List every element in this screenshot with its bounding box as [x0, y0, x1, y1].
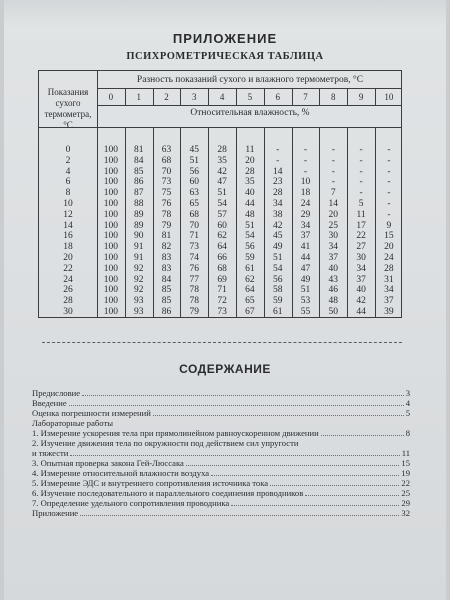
toc-leader-dots: [211, 475, 399, 476]
humidity-cell: 20: [328, 209, 339, 220]
humidity-cell: -: [303, 145, 308, 155]
row-temperature: 30: [63, 307, 73, 317]
column-number: 5: [247, 92, 253, 102]
humidity-cell: 89: [133, 220, 144, 231]
humidity-cell: 49: [300, 274, 311, 285]
toc-item-page: 5: [405, 408, 410, 418]
humidity-cell: -: [303, 155, 308, 166]
humidity-cell: 78: [189, 285, 200, 296]
humidity-cell: -: [387, 177, 391, 188]
humidity-cell: 92: [133, 274, 144, 285]
humidity-cell: 100: [103, 253, 119, 263]
toc-item-text: Введение: [32, 398, 67, 408]
humidity-cell: -: [359, 145, 363, 155]
humidity-cell: 30: [356, 253, 366, 263]
row-temperature: 20: [63, 253, 73, 263]
humidity-cell: 81: [161, 231, 172, 242]
toc-item-text: Оценка погрешности измерений: [32, 408, 151, 418]
humidity-cell: 66: [217, 253, 227, 263]
humidity-cell: 92: [133, 285, 144, 296]
humidity-cell: 100: [103, 231, 119, 242]
humidity-cell: 35: [245, 177, 255, 188]
humidity-cell: 90: [133, 231, 144, 242]
humidity-cell: 29: [300, 209, 311, 220]
humidity-cell: 61: [245, 263, 255, 274]
humidity-cell: 93: [133, 307, 144, 317]
row-temperature: 0: [65, 145, 71, 155]
humidity-cell: 100: [103, 177, 119, 188]
humidity-cell: 79: [189, 307, 200, 317]
humidity-cell: 86: [161, 307, 172, 317]
humidity-cell: 54: [245, 231, 255, 242]
humidity-cell: 28: [384, 263, 394, 274]
humidity-cell: 41: [300, 242, 311, 253]
humidity-cell: 39: [384, 307, 394, 317]
humidity-cell: -: [276, 155, 280, 166]
toc-item: [32, 408, 410, 418]
table-of-contents: [32, 388, 410, 518]
row-temperature: 22: [63, 263, 73, 274]
row-temperature: 26: [63, 285, 73, 296]
humidity-cell: -: [359, 166, 363, 177]
humidity-cell: 50: [328, 307, 339, 317]
column-number: 1: [136, 92, 141, 102]
humidity-cell: 18: [300, 188, 311, 199]
humidity-cell: -: [387, 188, 391, 199]
row-header-line: термометра,: [44, 109, 92, 119]
humidity-cell: 11: [356, 209, 366, 220]
toc-leader-dots: [70, 455, 399, 456]
row-temperature: 14: [63, 220, 73, 231]
humidity-cell: 28: [217, 145, 227, 155]
humidity-cell: 93: [133, 296, 144, 307]
toc-item: [32, 498, 410, 508]
humidity-cell: 100: [103, 242, 119, 253]
humidity-cell: 68: [161, 155, 172, 166]
toc-item-page: 25: [401, 488, 410, 498]
humidity-cell: 54: [217, 199, 227, 209]
column-number: 0: [108, 92, 114, 102]
toc-item: [32, 428, 410, 438]
humidity-cell: 65: [189, 199, 200, 209]
toc-item: [32, 468, 410, 478]
humidity-cell: 79: [161, 220, 172, 231]
humidity-cell: 34: [384, 285, 394, 296]
toc-item: [32, 398, 410, 408]
humidity-cell: 42: [217, 166, 227, 177]
humidity-cell: 42: [356, 296, 366, 307]
row-temperature: 8: [65, 188, 71, 199]
toc-item-text: 1. Измерение ускорения тела при прямолинейном равноускоренном движении: [32, 428, 319, 438]
column-number: 4: [219, 92, 225, 102]
toc-item: [32, 508, 410, 518]
humidity-cell: 51: [217, 188, 227, 199]
humidity-cell: 35: [217, 155, 227, 166]
humidity-cell: 84: [161, 274, 172, 285]
toc-item-page: 11: [401, 448, 410, 458]
humidity-cell: 14: [272, 166, 283, 177]
column-number: 6: [275, 92, 280, 102]
humidity-cell: 88: [133, 199, 144, 209]
humidity-cell: 56: [189, 166, 200, 177]
toc-item-text: Лабораторные работы: [32, 418, 113, 428]
humidity-cell: 72: [217, 296, 227, 307]
humidity-cell: 100: [103, 199, 119, 209]
humidity-cell: 77: [189, 274, 200, 285]
humidity-cell: 11: [245, 145, 255, 155]
toc-leader-dots: [305, 495, 399, 496]
humidity-cell: 24: [300, 199, 311, 209]
humidity-cell: 7: [330, 188, 336, 199]
humidity-cell: 62: [245, 274, 255, 285]
humidity-cell: 85: [161, 296, 172, 307]
toc-item-text: 3. Опытная проверка закона Гей-Люссака: [32, 458, 184, 468]
humidity-cell: 37: [356, 274, 366, 285]
section-divider: [42, 342, 402, 343]
row-temperature: 24: [63, 274, 73, 285]
row-header-line: °С: [63, 120, 73, 130]
column-number: 10: [384, 92, 394, 102]
toc-item-text: 7. Определение удельного сопротивления проводника: [32, 498, 230, 508]
humidity-cell: 40: [356, 285, 366, 296]
row-header-line: сухого: [55, 98, 81, 108]
toc-item-page: 3: [405, 388, 410, 398]
humidity-cell: 58: [272, 285, 283, 296]
humidity-cell: 17: [356, 220, 366, 231]
humidity-cell: 100: [103, 220, 119, 231]
humidity-cell: 86: [133, 177, 144, 188]
toc-item-page: 32: [401, 508, 410, 518]
humidity-cell: 56: [272, 274, 283, 285]
humidity-cell: 85: [161, 285, 172, 296]
humidity-cell: 37: [328, 253, 339, 263]
humidity-cell: 51: [245, 220, 255, 231]
humidity-cell: 42: [272, 220, 283, 231]
appendix-title: ПРИЛОЖЕНИЕ: [172, 31, 278, 46]
humidity-cell: 70: [189, 220, 200, 231]
row-temperature: 6: [65, 177, 71, 188]
humidity-cell: 37: [384, 296, 394, 307]
humidity-cell: 83: [161, 253, 172, 263]
humidity-cell: 20: [245, 155, 255, 166]
humidity-cell: 60: [217, 220, 227, 231]
humidity-cell: 100: [103, 188, 119, 199]
humidity-cell: 100: [103, 155, 119, 166]
toc-leader-dots: [80, 515, 399, 516]
humidity-cell: -: [387, 199, 391, 209]
humidity-cell: 15: [384, 231, 394, 242]
humidity-cell: 55: [300, 307, 311, 317]
grid-line: [97, 88, 401, 89]
humidity-cell: 53: [300, 296, 311, 307]
humidity-cell: 60: [189, 177, 200, 188]
humidity-cell: 71: [189, 231, 200, 242]
row-temperature: 2: [65, 155, 71, 166]
humidity-cell: 100: [103, 296, 119, 307]
toc-leader-dots: [153, 415, 404, 416]
humidity-cell: 67: [245, 307, 255, 317]
toc-item-text: Предисловие: [32, 388, 81, 398]
humidity-cell: 31: [384, 274, 394, 285]
column-number: 9: [358, 92, 364, 102]
humidity-cell: 28: [245, 166, 255, 177]
toc-item-text: и тяжести: [32, 448, 69, 458]
humidity-cell: 62: [217, 231, 227, 242]
humidity-cell: 64: [245, 285, 255, 296]
humidity-cell: 61: [272, 307, 283, 317]
humidity-cell: 25: [328, 220, 339, 231]
humidity-cell: 56: [245, 242, 255, 253]
humidity-cell: -: [331, 145, 335, 155]
humidity-cell: 14: [328, 199, 339, 209]
toc-leader-dots: [69, 405, 404, 406]
toc-item-page: 22: [401, 478, 410, 488]
humidity-cell: 45: [189, 145, 200, 155]
psychrometric-table: [38, 70, 402, 318]
humidity-cell: 89: [133, 209, 144, 220]
humidity-cell: 75: [161, 188, 172, 199]
row-temperature: 4: [65, 166, 71, 177]
toc-leader-dots: [231, 505, 399, 506]
page-top-fold: [4, 0, 446, 26]
humidity-cell: 73: [161, 177, 172, 188]
humidity-cell: 49: [272, 242, 283, 253]
humidity-cell: 74: [189, 253, 200, 263]
toc-item-page: 19: [401, 468, 410, 478]
humidity-cell: 68: [217, 263, 227, 274]
humidity-cell: 100: [103, 274, 119, 285]
humidity-cell: 84: [133, 155, 144, 166]
humidity-cell: -: [359, 155, 363, 166]
humidity-cell: 68: [189, 209, 200, 220]
humidity-cell: 44: [245, 199, 255, 209]
humidity-cell: 100: [103, 145, 119, 155]
humidity-cell: 87: [133, 188, 144, 199]
toc-item-text: 5. Измерение ЭДС и внутреннего сопротивления источника тока: [32, 478, 269, 488]
humidity-cell: 73: [217, 307, 227, 317]
humidity-cell: 38: [272, 209, 283, 220]
humidity-cell: 81: [133, 145, 144, 155]
toc-item: [32, 458, 410, 468]
humidity-cell: 27: [356, 242, 366, 253]
humidity-cell: -: [331, 155, 335, 166]
column-number: 3: [192, 92, 197, 102]
humidity-cell: 92: [133, 263, 144, 274]
humidity-cell: 65: [245, 296, 255, 307]
humidity-cell: 59: [272, 296, 283, 307]
toc-item: [32, 388, 410, 398]
humidity-cell: 100: [103, 307, 119, 317]
humidity-cell: -: [387, 145, 391, 155]
humidity-cell: 71: [217, 285, 227, 296]
humidity-cell: 51: [189, 155, 200, 166]
humidity-cell: -: [387, 166, 391, 177]
column-number: 8: [331, 92, 336, 102]
humidity-cell: 78: [161, 209, 172, 220]
humidity-cell: 57: [217, 209, 227, 220]
humidity-cell: 5: [358, 199, 364, 209]
humidity-cell: -: [303, 166, 308, 177]
humidity-header: Относительная влажность, %: [190, 108, 310, 118]
toc-item-text: 4. Измерение относительной влажности воздуха: [32, 468, 210, 478]
toc-item-page: 4: [405, 398, 410, 408]
humidity-cell: 48: [245, 209, 255, 220]
humidity-cell: 100: [103, 166, 119, 177]
toc-item-text: 6. Изучение последовательного и параллельного соединения проводников: [32, 488, 304, 498]
humidity-cell: 85: [133, 166, 144, 177]
toc-leader-dots: [186, 465, 400, 466]
humidity-cell: 34: [272, 199, 283, 209]
humidity-cell: 83: [161, 263, 172, 274]
toc-item: [32, 478, 410, 488]
humidity-cell: 34: [300, 220, 311, 231]
humidity-cell: 28: [272, 188, 283, 199]
humidity-cell: 64: [217, 242, 227, 253]
humidity-cell: 47: [300, 263, 311, 274]
humidity-cell: 37: [300, 231, 311, 242]
humidity-cell: -: [331, 177, 335, 188]
row-temperature: 12: [63, 209, 73, 220]
toc-item-page: 29: [401, 498, 410, 508]
humidity-cell: 43: [328, 274, 339, 285]
table-title: ПСИХРОМЕТРИЧЕСКАЯ ТАБЛИЦА: [126, 51, 324, 62]
row-temperature: 16: [63, 231, 73, 242]
humidity-cell: 44: [356, 307, 366, 317]
humidity-cell: 45: [272, 231, 283, 242]
toc-item: [32, 438, 410, 448]
contents-title: СОДЕРЖАНИЕ: [179, 362, 271, 376]
humidity-cell: 76: [161, 199, 172, 209]
humidity-cell: 48: [328, 296, 339, 307]
toc-leader-dots: [321, 435, 404, 436]
humidity-cell: 91: [133, 242, 144, 253]
humidity-cell: 23: [272, 177, 283, 188]
humidity-cell: -: [387, 209, 391, 220]
row-header: [39, 87, 97, 131]
humidity-cell: 73: [189, 242, 200, 253]
humidity-cell: 63: [189, 188, 200, 199]
humidity-cell: 70: [161, 166, 172, 177]
humidity-cell: 20: [384, 242, 394, 253]
humidity-cell: -: [276, 145, 280, 155]
toc-item-text: Приложение: [32, 508, 79, 518]
humidity-cell: 100: [103, 263, 119, 274]
humidity-cell: 63: [161, 145, 172, 155]
toc-item-page: 8: [405, 428, 410, 438]
humidity-cell: 51: [272, 253, 283, 263]
row-header-line: Показания: [47, 87, 89, 97]
humidity-cell: 10: [300, 177, 311, 188]
humidity-cell: 47: [217, 177, 227, 188]
grid-line: [97, 105, 401, 106]
toc-item: [32, 418, 410, 428]
humidity-cell: 69: [217, 274, 227, 285]
row-temperature: 18: [63, 242, 73, 253]
toc-item: [32, 448, 410, 458]
humidity-cell: 34: [328, 242, 339, 253]
toc-leader-dots: [270, 485, 399, 486]
humidity-cell: 40: [245, 188, 255, 199]
humidity-cell: 51: [300, 285, 311, 296]
humidity-cell: 22: [356, 231, 366, 242]
humidity-cell: -: [387, 155, 391, 166]
humidity-cell: -: [359, 188, 363, 199]
toc-item-page: 15: [401, 458, 410, 468]
page: [4, 0, 446, 600]
row-temperature: 10: [63, 199, 73, 209]
humidity-cell: 30: [328, 231, 339, 242]
column-number: 7: [303, 92, 308, 102]
toc-item: [32, 488, 410, 498]
humidity-cell: 82: [161, 242, 172, 253]
column-number: 2: [164, 92, 169, 102]
toc-leader-dots: [82, 395, 404, 396]
humidity-cell: 44: [300, 253, 311, 263]
humidity-cell: 91: [133, 253, 144, 263]
humidity-cell: 100: [103, 209, 119, 220]
humidity-cell: 78: [189, 296, 200, 307]
humidity-cell: 100: [103, 285, 119, 296]
humidity-cell: 9: [386, 220, 392, 231]
row-temperature: 28: [63, 296, 73, 307]
humidity-cell: 24: [384, 253, 394, 263]
humidity-cell: 40: [328, 263, 339, 274]
humidity-cell: 76: [189, 263, 200, 274]
humidity-cell: -: [331, 166, 335, 177]
humidity-cell: 46: [328, 285, 339, 296]
humidity-cell: 34: [356, 263, 366, 274]
humidity-cell: 59: [245, 253, 255, 263]
humidity-cell: -: [359, 177, 363, 188]
difference-header: Разность показаний сухого и влажного термометров, °С: [136, 75, 364, 85]
humidity-cell: 54: [272, 263, 283, 274]
toc-item-text: 2. Изучение движения тела по окружности под действием сил упругости: [32, 438, 299, 448]
